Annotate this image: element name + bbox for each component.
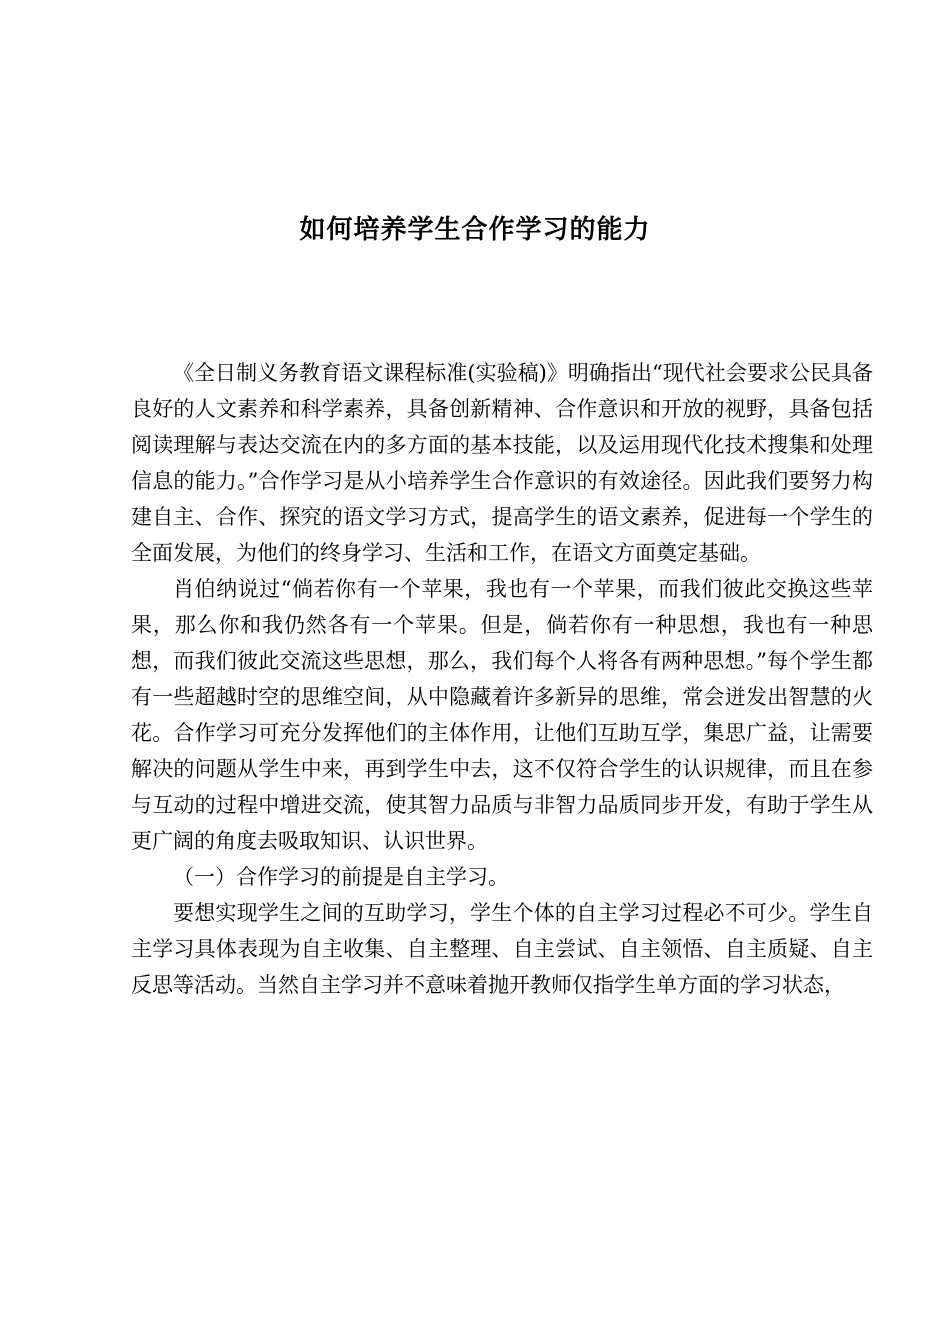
document-body <box>131 355 873 1003</box>
paragraph-shaw-quote: 肖伯纳说过“倘若你有一个苹果，我也有一个苹果，而我们彼此交换这些苹果，那么你和我仍然各有一个苹果。但是，倘若你有一种思想，我也有一种思想，而我们彼此交流这些思想，那么，我们每个人将各有两种思想。”每个学生都有一些超越时空的思维空间，从中隐藏着许多新异的思维，常会迸发出智慧的火花。合作学习可充分发挥他们的主体作用，让他们互助互学，集思广益，让需要解决的问题从学生中来，再到学生中去，这不仅符合学生的认识规律，而且在参与互动的过程中增进交流，使其智力品质与非智力品质同步开发，有助于学生从更广阔的角度去吸取知识、认识世界。 <box>131 577 873 853</box>
paragraph-curriculum-standard: 《全日制义务教育语文课程标准(实验稿)》明确指出“现代社会要求公民具备良好的人文素养和科学素养，具备创新精神、合作意识和开放的视野，具备包括阅读理解与表达交流在内的多方面的基本技能，以及运用现代化技术搜集和处理信息的能力。”合作学习是从小培养学生合作意识的有效途径。因此我们要努力构建自主、合作、探究的语文学习方式，提高学生的语文素养，促进每一个学生的全面发展，为他们的终身学习、生活和工作，在语文方面奠定基础。 <box>131 361 873 565</box>
document-title: 如何培养学生合作学习的能力 <box>299 215 651 245</box>
paragraph-autonomous-learning: 要想实现学生之间的互助学习，学生个体的自主学习过程必不可少。学生自主学习具体表现为自主收集、自主整理、自主尝试、自主领悟、自主质疑、自主反思等活动。当然自主学习并不意味着抛开教师仅指学生单方面的学习状态， <box>131 901 873 997</box>
section-heading-autonomous-learning: （一）合作学习的前提是自主学习。 <box>173 865 509 889</box>
